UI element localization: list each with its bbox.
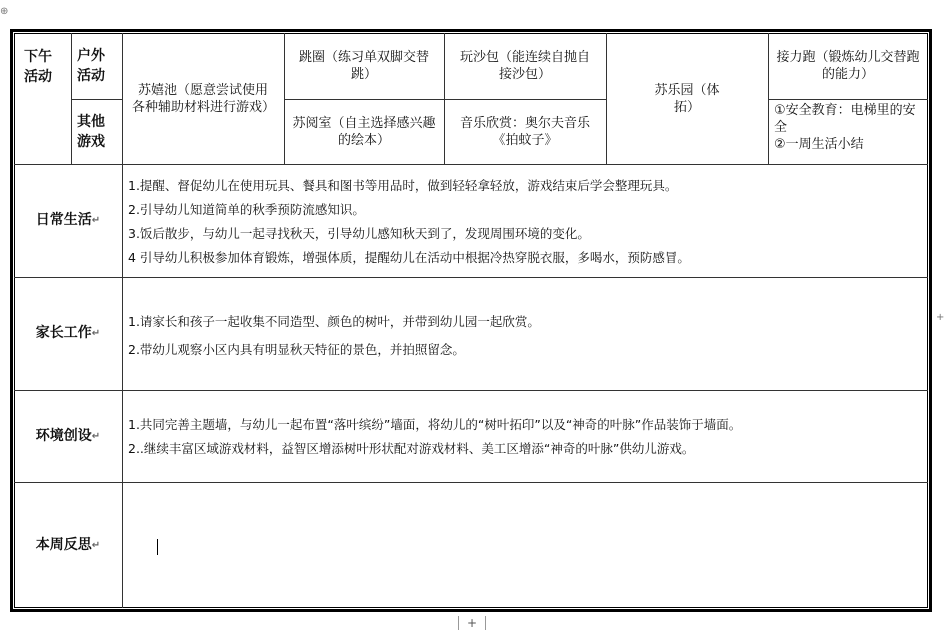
list-item: 1.提醒、督促幼儿在使用玩具、餐具和图书等用品时，做到轻轻拿轻放，游戏结束后学会整理玩具。 [128, 178, 678, 193]
activity-suxichi: 苏嬉池（愿意尝试使用各种辅助材料进行游戏） [132, 82, 276, 115]
activity-tiaoquan: 跳圈（练习单双脚交替跳） [298, 50, 429, 82]
environment-content [128, 413, 924, 461]
list-item: 1.共同完善主题墙，与幼儿一起布置“落叶缤纷”墙面，将幼儿的“树叶拓印”以及“神奇的叶脉”作品装饰于墙面。 [128, 417, 742, 432]
other-games-label: 其他游戏 [77, 113, 105, 150]
activity-safety: ①安全教育：电梯里的安全 ②一周生活小结 [774, 103, 916, 152]
activity-relay: 接力跑（锻炼幼儿交替跑的能力） [776, 50, 920, 82]
afternoon-activity-label: 下午活动 [24, 49, 52, 85]
parents-work-label: 家长工作 ↵ [35, 325, 101, 341]
parents-work-content [128, 308, 924, 364]
list-item: 4 引导幼儿积极参加体育锻炼，增强体质，提醒幼儿在活动中根据冷热穿脱衣服，多喝水，预防感冒。 [128, 250, 690, 265]
daily-life-content [128, 174, 924, 270]
daily-life-label: 日常生活 ↵ [35, 212, 101, 228]
table-move-handle[interactable]: ⊕ [0, 6, 9, 17]
activity-music: 音乐欣赏：奥尔夫音乐《拍蚊子》 [459, 115, 590, 148]
activity-suyueshi: 苏阅室（自主选择感兴趣的绘本） [292, 115, 436, 148]
add-row-button[interactable]: + [458, 616, 486, 630]
list-item: 2.带幼儿观察小区内具有明显秋天特征的景色，并拍照留念。 [128, 342, 465, 357]
reflection-input[interactable] [123, 483, 928, 608]
list-item: 1.请家长和孩子一起收集不同造型、颜色的树叶，并带到幼儿园一起欣赏。 [128, 314, 540, 329]
environment-label: 环境创设 ↵ [35, 427, 101, 444]
reflection-label: 本周反思 ↵ [35, 536, 101, 553]
list-item: 2.引导幼儿知道简单的秋季预防流感知识。 [128, 202, 365, 217]
add-column-indicator[interactable]: + [936, 312, 945, 323]
list-item: 3.饭后散步，与幼儿一起寻找秋天，引导幼儿感知秋天到了，发现周围环境的变化。 [128, 226, 590, 241]
text-cursor [157, 539, 158, 555]
activity-shabao: 玩沙包（能连续自抛自接沙包） [459, 50, 590, 82]
outdoor-activity-label: 户外活动 [77, 48, 105, 84]
list-item: 2..继续丰富区域游戏材料，益智区增添树叶形状配对游戏材料、美工区增添“神奇的叶脉”供幼儿游戏。 [128, 441, 695, 456]
activity-sule-yuan: 苏乐园（体拓） [654, 82, 720, 115]
